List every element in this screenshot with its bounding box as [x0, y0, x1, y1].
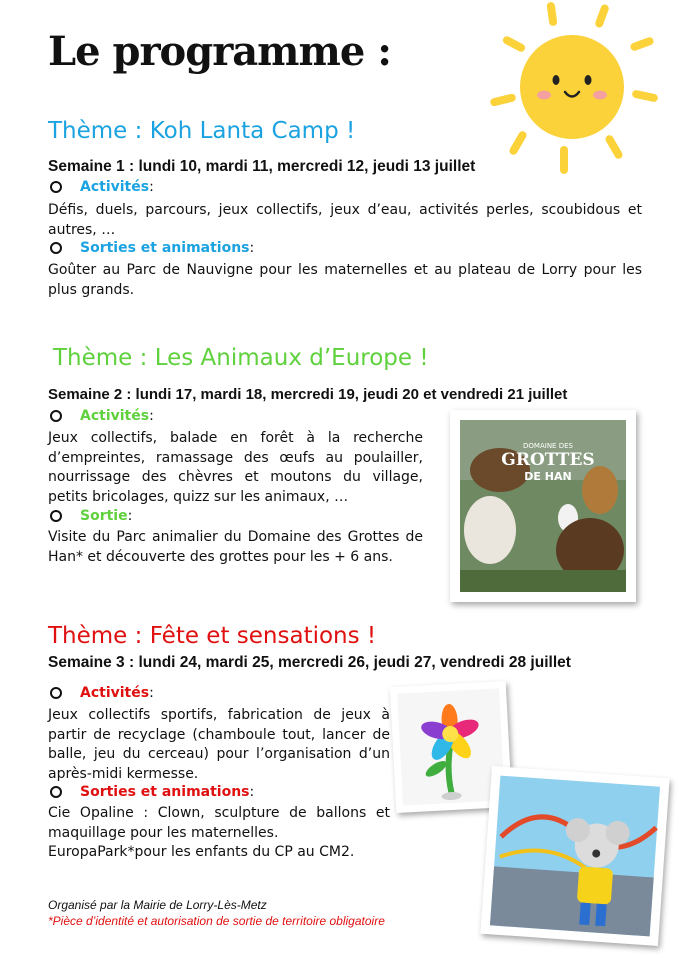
circle-bullet-icon: [50, 242, 62, 254]
sun-icon: [488, 0, 663, 180]
mascot-illustration: [480, 766, 669, 946]
circle-bullet-icon: [50, 181, 62, 193]
svg-text:DE HAN: DE HAN: [524, 470, 572, 483]
week-3-dates: Semaine 3 : lundi 24, mardi 25, mercredi 26, jeudi 27, vendredi 28 juillet: [48, 654, 571, 671]
outings-2-bullet: Sortie :: [48, 508, 132, 524]
outings-1-bullet: Sorties et animations :: [48, 240, 254, 256]
activities-3-label: Activités: [80, 685, 150, 701]
outings-3-text-2: EuropaPark*pour les enfants du CP au CM2.: [48, 844, 355, 860]
theme-1-heading: Thème : Koh Lanta Camp !: [48, 118, 356, 144]
outings-3-label: Sorties et animations: [80, 784, 250, 800]
activities-3-text: Jeux collectifs sportifs, fabrication de jeux à partir de recyclage (chamboule tout, lancer de balle, jeu du cerceau) pour l’organisation d’un après-midi kermesse.: [48, 707, 390, 782]
outings-3-bullet: Sorties et animations :: [48, 784, 254, 800]
circle-bullet-icon: [50, 410, 62, 422]
activities-2-bullet: Activités :: [48, 408, 154, 424]
svg-text:GROTTES: GROTTES: [501, 450, 595, 470]
outings-1-text: Goûter au Parc de Nauvigne pour les maternelles et au plateau de Lorry pour les plus grands.: [48, 262, 642, 298]
activities-1-label: Activités: [80, 179, 150, 195]
circle-bullet-icon: [50, 786, 62, 798]
identity-note: *Pièce d’identité et autorisation de sortie de territoire obligatoire: [48, 914, 385, 928]
theme-2-heading: Thème : Les Animaux d’Europe !: [53, 345, 429, 371]
outings-1-label: Sorties et animations: [80, 240, 250, 256]
organizer-note: Organisé par la Mairie de Lorry-Lès-Metz: [48, 898, 267, 912]
circle-bullet-icon: [50, 510, 62, 522]
theme-3-heading: Thème : Fête et sensations !: [48, 623, 377, 649]
svg-text:DOMAINE DES: DOMAINE DES: [523, 442, 573, 450]
outings-2-label: Sortie: [80, 508, 128, 524]
grottes-de-han-photo: [450, 410, 636, 602]
animals-illustration: [450, 410, 636, 602]
activities-1-bullet: Activités :: [48, 179, 154, 195]
europa-park-photo: [480, 766, 669, 946]
outings-3-text-1: Cie Opaline : Clown, sculpture de ballons et maquillage pour les maternelles.: [48, 805, 390, 841]
activities-2-label: Activités: [80, 408, 150, 424]
page-title: Le programme :: [48, 28, 391, 75]
week-2-dates: Semaine 2 : lundi 17, mardi 18, mercredi 19, jeudi 20 et vendredi 21 juillet: [48, 386, 568, 403]
activities-3-bullet: Activités :: [48, 685, 154, 701]
circle-bullet-icon: [50, 687, 62, 699]
week-1-dates: Semaine 1 : lundi 10, mardi 11, mercredi 12, jeudi 13 juillet: [48, 158, 476, 175]
activities-2-text: Jeux collectifs, balade en forêt à la recherche d’empreintes, ramassage des œufs au poulailler, nourrissage des chèvres et moutons du village, petits bricolages, quizz sur les animaux, …: [48, 430, 423, 505]
outings-2-text: Visite du Parc animalier du Domaine des Grottes de Han* et découverte des grottes pour les + 6 ans.: [48, 529, 423, 565]
activities-1-text: Défis, duels, parcours, jeux collectifs, jeux d’eau, activités perles, scoubidous et autres, …: [48, 202, 642, 238]
